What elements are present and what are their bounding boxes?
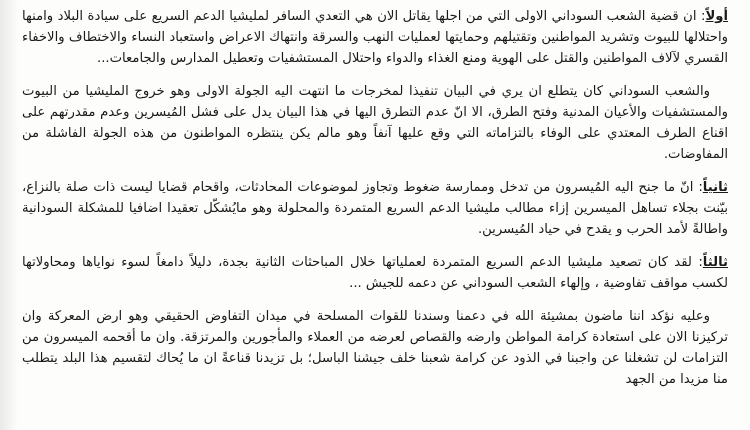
paragraph-text-people-expectation: والشعب السوداني كان يتطلع ان يري في البيان تنفيذا لمخرجات ما انتهت اليه الجولة الاولى وهو خروج المليشيا من البيوت والمستشفيات والأعيان المدنية وفتح الطرق، الا انّ عدم التطرق اليها في هذا البيان يدل على فشل المُيسرين وعدم مقدرتهم على اقناع الطرف المعتدي على الوفاء بالتزاماته التي وقع عليها آنفاً وهو مالم يكن ينتظره المواطنون من هذه الجولة الفاشلة من المفاوضات. bbox=[22, 84, 728, 162]
paragraph-label-second: ثانياً bbox=[702, 180, 728, 195]
paragraph-label-third: ثالثاً bbox=[702, 255, 728, 270]
paragraph-second bbox=[22, 177, 728, 240]
statement-body bbox=[22, 6, 728, 402]
paragraph-conclusion bbox=[22, 306, 728, 390]
paragraph-text-second: : انّ ما جنح اليه المُيسرون من تدخل وممارسة ضغوط وتجاوز لموضوعات المحادثات، واقحام قضايا ليست ذات صلة بالنزاع، بيّنت بجلاء تساهل الميسرين إزاء مطالب مليشيا الدعم السريع المتمردة والمحلولة وهو مايُشكّل تعقيدا اضافيا للمشكلة السودانية واطالةً لأمد الحرب و يقدح في حياد المُيسرين. bbox=[22, 180, 728, 237]
paragraph-text-third: : لقد كان تصعيد مليشيا الدعم السريع المتمردة لعملياتها خلال المباحثات الثانية بجدة، دليلاً دامغاً لسوء نواياها ومحاولاتها لكسب مواقف تفاوضية ، وإلهاء الشعب السوداني عن دعمه للجيش ... bbox=[22, 255, 728, 291]
paragraph-third bbox=[22, 252, 728, 294]
page-edge-shadow bbox=[0, 0, 18, 430]
paragraph-first bbox=[22, 6, 728, 69]
paragraph-text-conclusion: وعليه نؤكد اننا ماضون بمشيئة الله في دعمنا وسندنا للقوات المسلحة في ميدان التفاوض الحقيقي وهو ارض المعركة وان تركيزنا الان على استعادة كرامة المواطن وارضه والقصاص لعرضه من العملاء والمأجورين والمرتزقة. وان ما أقحمه الميسرون من التزامات لن تشغلنا عن واجبنا في الذود عن كرامة شعبنا خلف جيشنا الباسل؛ بل تزيدنا قناعةً ان ما يُحاك لتقسيم هذا البلد يتطلب منا مزيدا من الجهد bbox=[22, 309, 728, 387]
paragraph-label-first: أولاً bbox=[705, 9, 728, 24]
paragraph-people-expectation bbox=[22, 81, 728, 165]
paragraph-text-first: : ان قضية الشعب السوداني الاولى التي من اجلها يقاتل الان هي التعدي السافر لمليشيا الدعم السريع على سيادة البلاد وامنها واحتلالها للبيوت وتشريد المواطنين وتقتيلهم وحمايتها لعمليات النهب والسرقة وانتهاك الاعراض واستعباد النساء والاختطاف والاخفاء القسري لآلاف المواطنين والقتل على الهوية ومنع الغذاء والدواء واحتلال المستشفيات وتعطيل المدارس والجامعات... bbox=[22, 9, 728, 66]
